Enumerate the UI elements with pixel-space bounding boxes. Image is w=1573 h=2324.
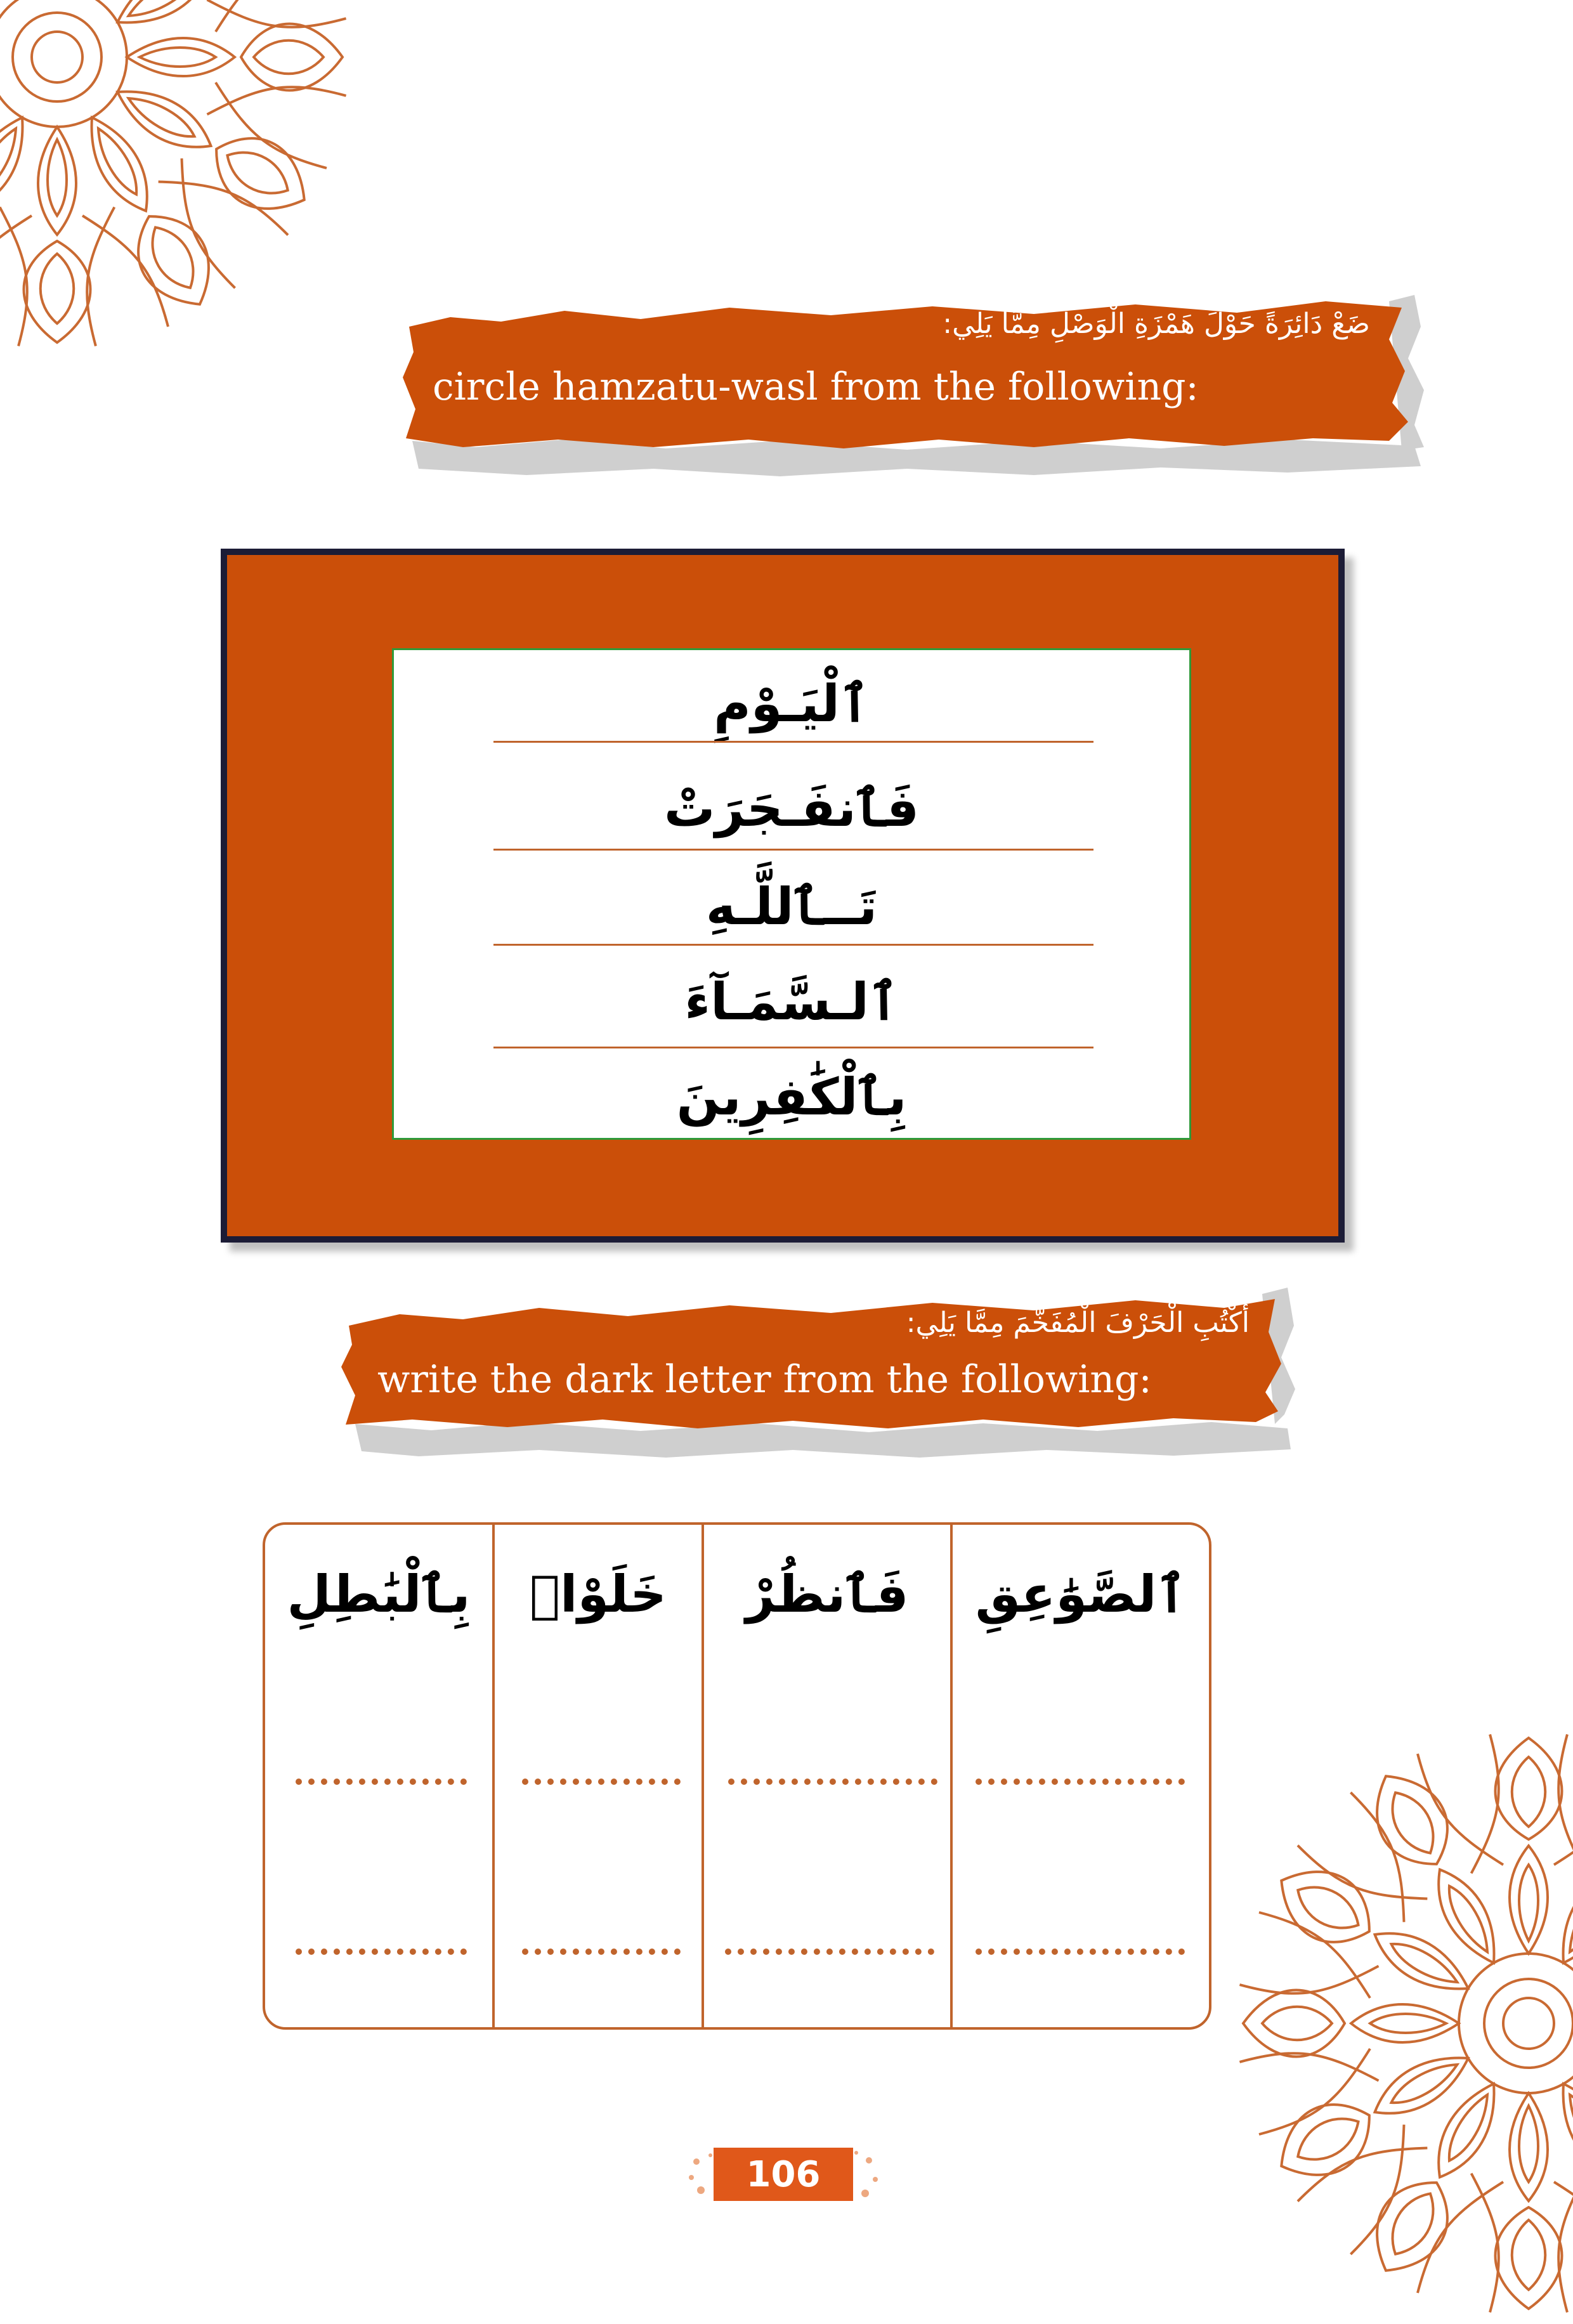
list-item[interactable]: فَٱنفَـجَرَتْ (663, 779, 920, 838)
instruction-english: circle hamzatu-wasl from the following: (433, 365, 1199, 409)
instruction-banner-1 (400, 289, 1427, 485)
page-number-label: 106 (746, 2153, 821, 2195)
list-item[interactable]: ٱلـسَّمَـآءَ (684, 972, 899, 1031)
divider (493, 741, 1093, 743)
grid-word: خَلَوْا۟ (530, 1565, 667, 1624)
instruction-english: write the dark letter from the following: (377, 1357, 1152, 1402)
instruction-banner-2 (336, 1281, 1300, 1472)
answer-blank[interactable] (728, 1779, 937, 1785)
grid-word: فَٱنظُرْ (745, 1565, 909, 1624)
grid-word: ٱلصَّوَٰعِقِ (975, 1565, 1187, 1624)
divider (493, 1047, 1093, 1048)
answer-blank[interactable] (296, 1779, 467, 1785)
answer-blank[interactable] (976, 1779, 1185, 1785)
answer-blank[interactable] (522, 1779, 681, 1785)
answer-grid (263, 1522, 1211, 2030)
divider (493, 849, 1093, 851)
answer-blank[interactable] (296, 1949, 467, 1955)
grid-word: بِٱلْبَٰطِلِ (287, 1565, 471, 1624)
list-item[interactable]: ٱلْيَـوْمِ (714, 674, 870, 733)
page-number (685, 2143, 882, 2206)
word-frame (221, 549, 1345, 1243)
list-item[interactable]: بِٱلْكَٰفِرِينَ (676, 1067, 907, 1126)
list-item[interactable]: تَــٱللَّـهِ (705, 877, 878, 936)
instruction-arabic: أُكْتُبِ الْحَرْفَ الْمُفَخَّمَ مِمَّا يَلِي: (906, 1307, 1250, 1339)
mandala-ornament-icon (1230, 1725, 1573, 2321)
answer-blank[interactable] (522, 1949, 681, 1955)
divider (493, 944, 1093, 946)
instruction-arabic: ضَعْ دَائِرَةً حَوْلَ هَمْزَةِ الْوَصْلِ مِمَّا يَلِي: (943, 308, 1370, 340)
answer-blank[interactable] (976, 1949, 1185, 1955)
word-list-card (392, 648, 1191, 1140)
mandala-ornament-icon (0, 0, 355, 355)
answer-blank[interactable] (725, 1949, 934, 1955)
